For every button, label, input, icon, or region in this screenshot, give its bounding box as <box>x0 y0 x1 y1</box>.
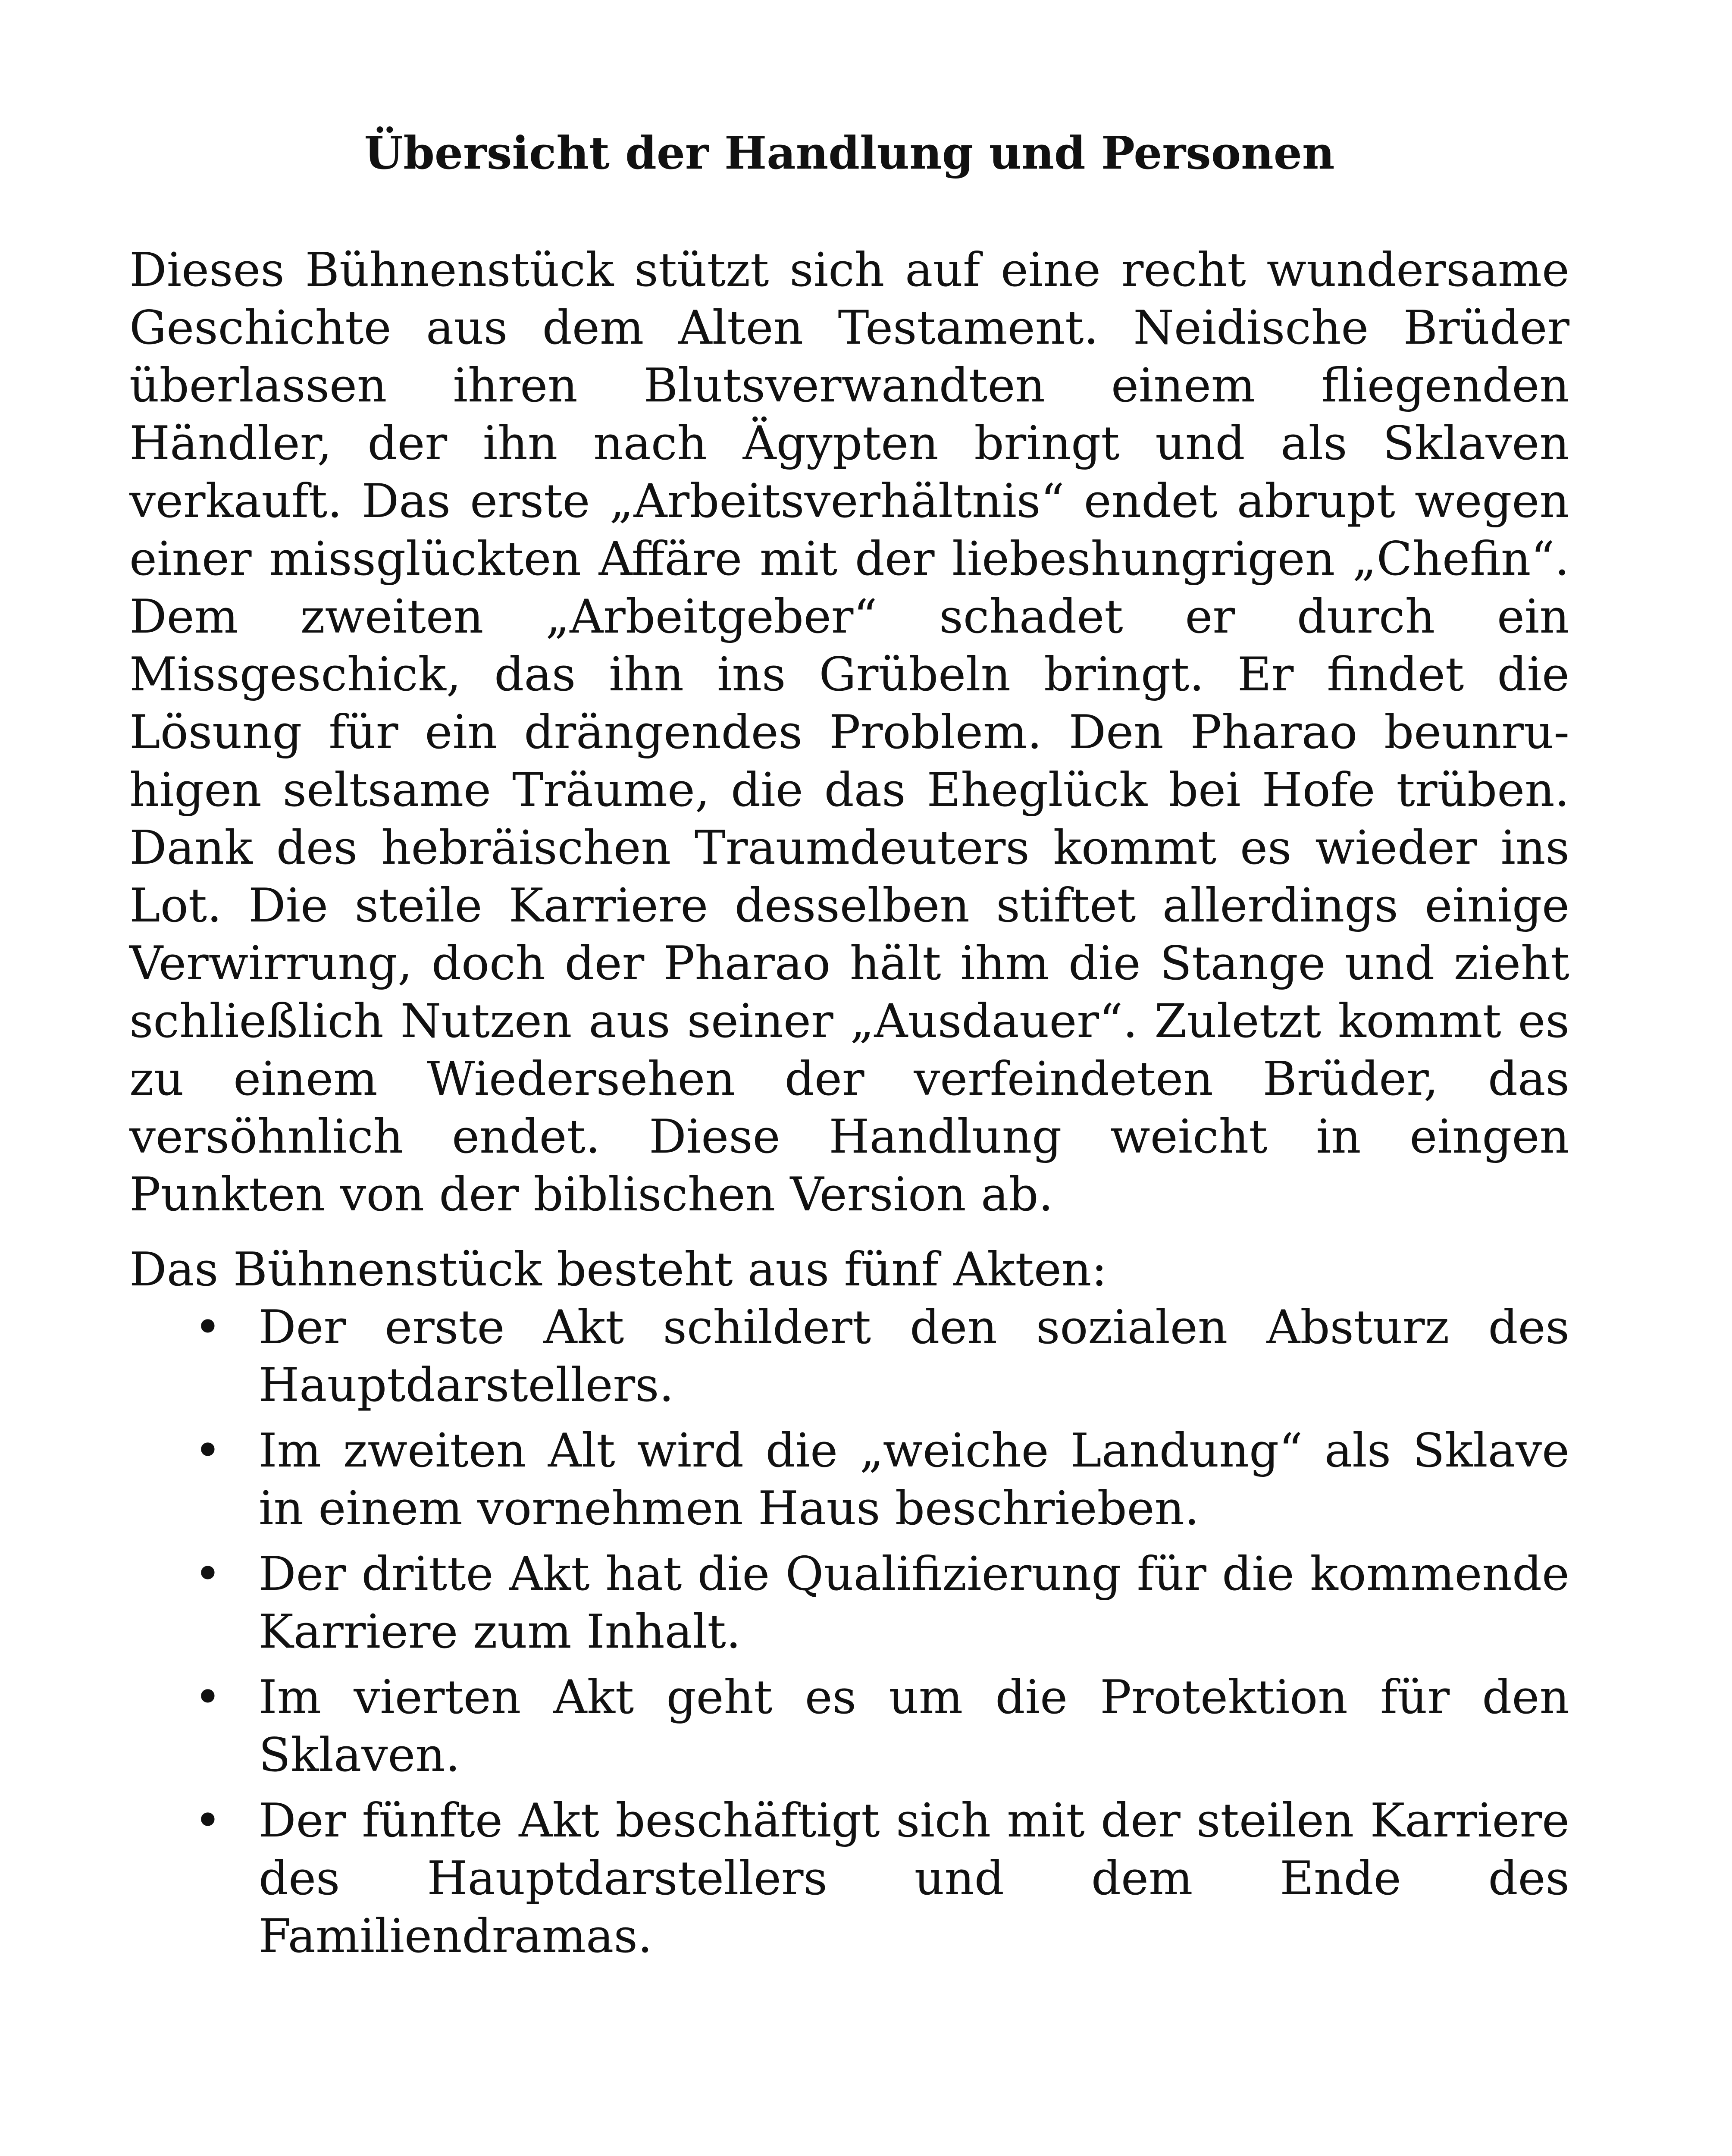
act-text: Der erste Akt schildert den sozialen Absturz des Hauptdarstellers. <box>259 1300 1569 1412</box>
bullet-icon: • <box>194 1424 222 1478</box>
bullet-icon: • <box>194 1670 222 1724</box>
list-item-act-1 <box>194 1299 1569 1414</box>
bullet-icon: • <box>194 1794 222 1848</box>
list-item-act-5 <box>194 1792 1569 1965</box>
list-item-act-4 <box>194 1669 1569 1784</box>
bullet-icon: • <box>194 1300 222 1354</box>
list-item-act-2 <box>194 1422 1569 1538</box>
list-item-act-3 <box>194 1545 1569 1661</box>
acts-intro: Das Bühnenstück besteht aus fünf Akten: <box>129 1243 1107 1297</box>
act-text: Der dritte Akt hat die Qualifizierung für die kommende Karriere zum Inhalt. <box>259 1547 1569 1659</box>
act-text: Im vierten Akt geht es um die Protektion für den Sklaven. <box>259 1670 1569 1782</box>
paragraph-gap <box>129 1224 1569 1241</box>
bullet-icon: • <box>194 1547 222 1601</box>
act-text: Im zweiten Alt wird die „weiche Landung“ als Sklave in einem vornehmen Haus beschrieben. <box>259 1424 1569 1536</box>
page-title: Übersicht der Handlung und Personen <box>364 126 1335 179</box>
text-block <box>129 241 1569 1973</box>
act-text: Der fünfte Akt beschäftigt sich mit der steilen Karriere des Hauptdarstellers und dem Ende des Familiendramas. <box>259 1794 1569 1963</box>
acts-list <box>129 1299 1569 1965</box>
synopsis-paragraph: Dieses Bühnenstück stützt sich auf eine recht wundersame Geschichte aus dem Alten Testament. Neidische Brüder überlassen ihren Blutsverwandten einem fliegenden Händler, der ihn nach Ägypten bringt und als Sklaven verkauft. Das erste „Arbeitsverhältnis“ endet abrupt wegen einer missglückten Affäre mit der liebeshungrigen „Chefin“. Dem zweiten „Arbeitgeber“ schadet er durch ein Missgeschick, das ihn ins Grübeln bringt. Er findet die Lösung für ein drängendes Problem. Den Pharao beunruhigen seltsame Träume, die das Eheglück bei Hofe trüben. Dank des hebräischen Traumdeuters kommt es wieder ins Lot. Die steile Karriere desselben stiftet allerdings einige Verwirrung, doch der Pharao hält ihm die Stange und zieht schließlich Nutzen aus seiner „Ausdauer“. Zuletzt kommt es zu einem Wiedersehen der verfeindeten Brüder, das versöhnlich endet. Diese Handlung weicht in eingen Punkten von der biblischen Version ab. <box>129 243 1569 1222</box>
